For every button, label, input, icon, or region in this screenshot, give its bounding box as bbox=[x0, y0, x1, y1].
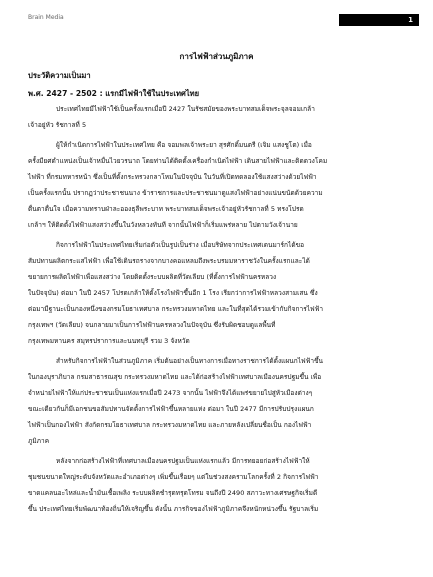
document-title: การไฟฟ้าส่วนภูมิภาค bbox=[179, 52, 254, 61]
page-number-badge bbox=[339, 14, 419, 26]
paragraph: สำหรับกิจการไฟฟ้าในส่วนภูมิภาค เริ่มต้นอย่างเป็นทางการเมื่อทางราชการได้ตั้งแผนกไฟฟ้าขึ้น ในกองบุราภิบาล กรมสาธารณสุข กระทรวงมหาดไทย และได้ก่อสร้างไฟฟ้าเทศบาลเมืองนครปฐมขึ้น เพื่อ จำหน่ายไฟฟ้าให้แก่ประชาชนเป็นแห่งแรกเมื่อปี 2473 จากนั้น ไฟฟ้าจึงได้แพร่ขยายไปสู่หัวเมืองต่างๆ ขณะเดียวกันก็มีเอกชนขอสัมปทานจัดตั้งการไฟฟ้าขึ้นหลายแห่ง ต่อมา ในปี 2477 มีการปรับปรุงแผนก ไฟฟ้าเป็นกองไฟฟ้า สังกัดกรมโยธาเทศบาล กระทรวงมหาดไทย และภายหลังเปลี่ยนชื่อเป็น กองไฟฟ้า ภูมิภาค bbox=[28, 357, 324, 445]
paragraph: หลังจากก่อสร้างไฟฟ้าที่เทศบาลเมืองนครปฐมเป็นแห่งแรกแล้ว มีการทยอยก่อสร้างไฟฟ้าให้ ชุมชนขนาดใหญ่ระดับจังหวัดและอำเภอต่างๆ เพิ่มขึ้นเรื่อยๆ แต่ในช่วงสงครามโลกครั้งที่ 2 กิจการไฟฟ้า ขาดแคลนอะไหล่และน้ำมันเชื้อเพลิง ระบบผลิตชำรุดทรุดโทรม จนถึงปี 2490 สภาวะทางเศรษฐกิจเริ่มดี ขึ้น ประเทศไทยเริ่มพัฒนาท้องถิ่นให้เจริญขึ้น ดังนั้น ภารกิจของไฟฟ้าภูมิภาคจึงหนักหน่วงขึ้น รัฐบาลเริ่ม bbox=[28, 457, 319, 513]
subsection-heading: พ.ศ. 2427 - 2502 : แรกมีไฟฟ้าใช้ในประเทศไทย bbox=[28, 89, 200, 98]
body-text bbox=[28, 101, 406, 517]
paragraph: กิจการไฟฟ้าในประเทศไทยเริ่มก่อตัวเป็นรูปเป็นร่าง เมื่อบริษัทจากประเทศเดนมาร์กได้ขอ สัมปทานผลิตกระแสไฟฟ้า เพื่อใช้เดินรถรางจากบางคอแหลมถึงพระบรมมหาราชวังในครั้งแรกและได้ ขยายการผลิตไฟฟ้าเพื่อแสงสว่าง โดยติดตั้งระบบผลิตที่วัดเลียบ (ที่ตั้งการไฟฟ้านครหลวง ในปัจจุบัน) ต่อมา ในปี 2457 โปรดเกล้าให้ตั้งโรงไฟฟ้าขึ้นอีก 1 โรง เรียกว่าการไฟฟ้าหลวงสามเสน ซึ่ง ต่อมามีฐานะเป็นกองหนึ่งของกรมโยธาเทศบาล กระทรวงมหาดไทย และในที่สุดได้รวมเข้ากับกิจการไฟฟ้า กรุงเทพฯ (วัดเลียบ) จนกลายมาเป็นการไฟฟ้านครหลวงในปัจจุบัน ซึ่งรับผิดชอบดูแลพื้นที่ กรุงเทพมหานคร สมุทรปราการและนนทบุรี รวม 3 จังหวัด bbox=[28, 241, 324, 345]
paragraph: ผู้ให้กำเนิดการไฟฟ้าในประเทศไทย คือ จอมพลเจ้าพระยา สุรศักดิ์มนตรี (เจิม แสงชูโต) เมื่อ ครั้งมียศตำแหน่งเป็นเจ้าหมื่นไวยวรนาถ โดยท่านได้ติดตั้งเครื่องกำเนิดไฟฟ้า เดินสายไฟฟ้าและติดดวงโคม ไฟฟ้า ที่กรมทหารหน้า ซึ่งเป็นที่ตั้งกระทรวงกลาโหมในปัจจุบัน ในวันที่เปิดทดลองใช้แสงสว่างด้วยไฟฟ้า เป็นครั้งแรกนั้น ปรากฏว่าประชาชนนาง ข้าราชการและประชาชนมาดูแสงไฟฟ้าอย่างแน่นขนัดด้วยความ ตื่นตาตื่นใจ เมื่อความทราบฝ่าละอองธุลีพระบาท พระบาทสมเด็จพระเจ้าอยู่หัวรัชกาลที่ 5 ทรงโปรด เกล้าฯ ให้ติดตั้งไฟฟ้าแสงสว่างขึ้นในวังหลวงทันที จากนั้นไฟฟ้าก็เริ่มแพร่หลาย ไปตามวังเจ้านาย bbox=[28, 141, 328, 229]
page-number: 1 bbox=[408, 16, 413, 24]
paragraph: ประเทศไทยมีไฟฟ้าใช้เป็นครั้งแรกเมื่อปี 2427 ในรัชสมัยของพระบาทสมเด็จพระจุลจอมเกล้า เจ้าอยู่หัว รัชกาลที่ 5 bbox=[28, 105, 315, 129]
header-brand: Brain Media bbox=[28, 14, 64, 21]
section-heading: ประวัติความเป็นมา bbox=[28, 71, 91, 80]
